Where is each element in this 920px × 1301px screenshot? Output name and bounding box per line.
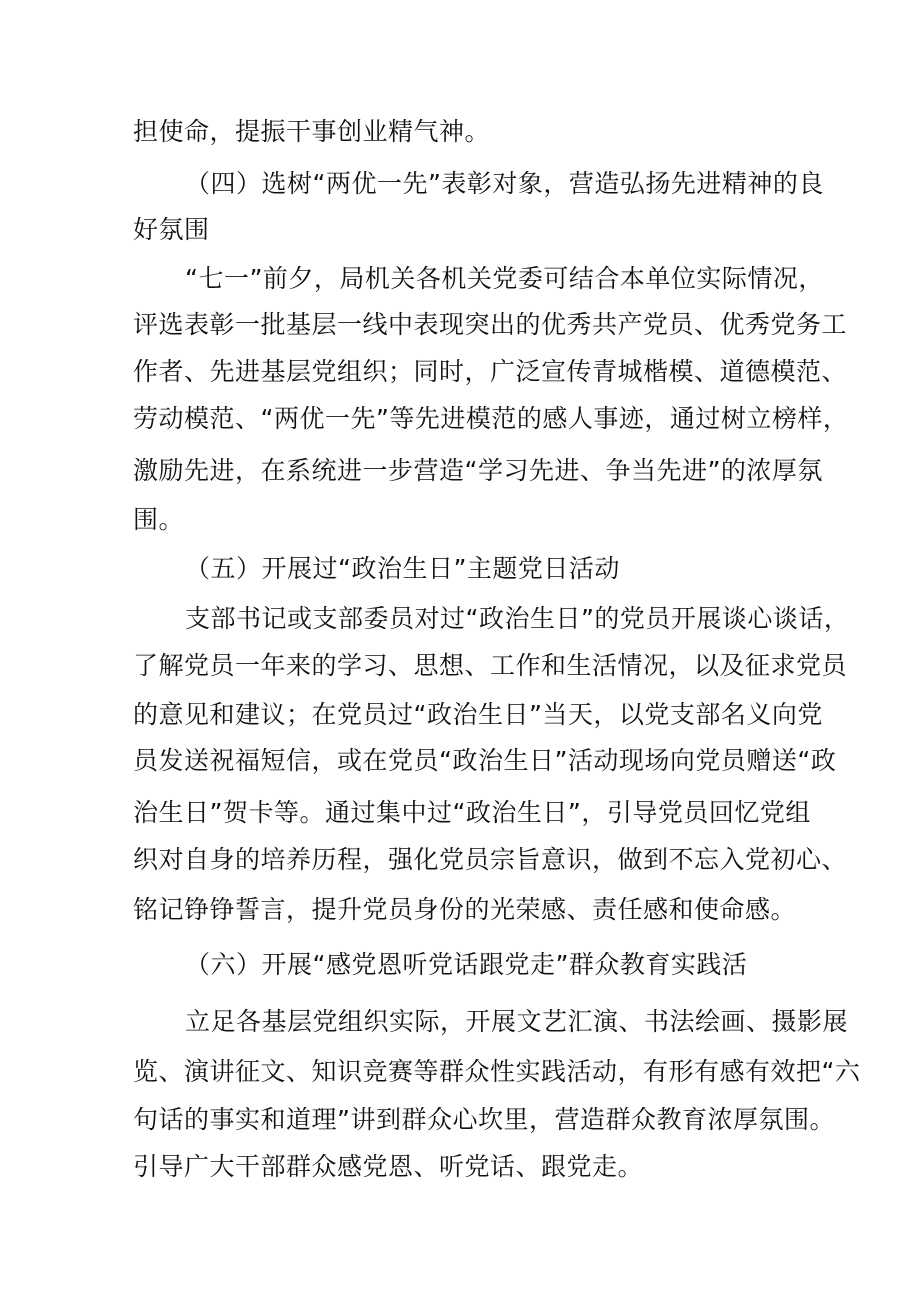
text-line: 评选表彰一批基层一线中表现突出的优秀共产党员、优秀党务工 [133,310,848,339]
text-line: 铭记铮铮誓言，提升党员身份的光荣感、责任感和使命感。 [133,895,797,924]
text-line: 览、演讲征文、知识竞赛等群众性实践活动，有形有感有效把“六 [133,1057,861,1086]
text-line: 了解党员一年来的学习、思想、工作和生活情况，以及征求党员 [133,651,848,680]
text-line: 支部书记或支部委员对过“政治生日”的党员开展谈心谈话， [185,604,850,633]
text-line: 劳动模范、“两优一先”等先进模范的感人事迹，通过树立榜样， [133,404,849,433]
section-heading-4: （四）选树“两优一先”表彰对象，营造弘扬先进精神的良 [185,169,824,198]
text-line: 担使命，提振干事创业精气神。 [133,117,491,146]
text-line: 的意见和建议；在党员过“政治生日”当天，以党支部名义向党 [133,700,823,729]
text-line: 好氛围 [133,215,210,244]
section-heading-5: （五）开展过“政治生日”主题党日活动 [185,554,620,583]
text-line: 织对自身的培养历程，强化党员宗旨意识，做到不忘入党初心、 [133,845,848,874]
text-line: 围。 [133,505,185,534]
text-line: 激励先进，在系统进一步营造“学习先进、争当先进”的浓厚氛 [133,456,823,485]
text-line: 治生日”贺卡等。通过集中过“政治生日”，引导党员回忆党组 [133,798,811,827]
text-line: 员发送祝福短信，或在党员“政治生日”活动现场向党员赠送“政 [133,746,837,775]
text-line: 引导广大干部群众感党恩、听党话、跟党走。 [133,1152,644,1181]
text-line: 句话的事实和道理”讲到群众心坎里，营造群众教育浓厚氛围。 [133,1105,835,1134]
text-line: 立足各基层党组织实际，开展文艺汇演、书法绘画、摄影展 [185,1007,849,1036]
section-heading-6: （六）开展“感党恩听党话跟党走”群众教育实践活 [185,950,748,979]
text-line: “七一”前夕，局机关各机关党委可结合本单位实际情况， [185,264,824,293]
text-line: 作者、先进基层党组织；同时，广泛宣传青城楷模、道德模范、 [133,357,848,386]
